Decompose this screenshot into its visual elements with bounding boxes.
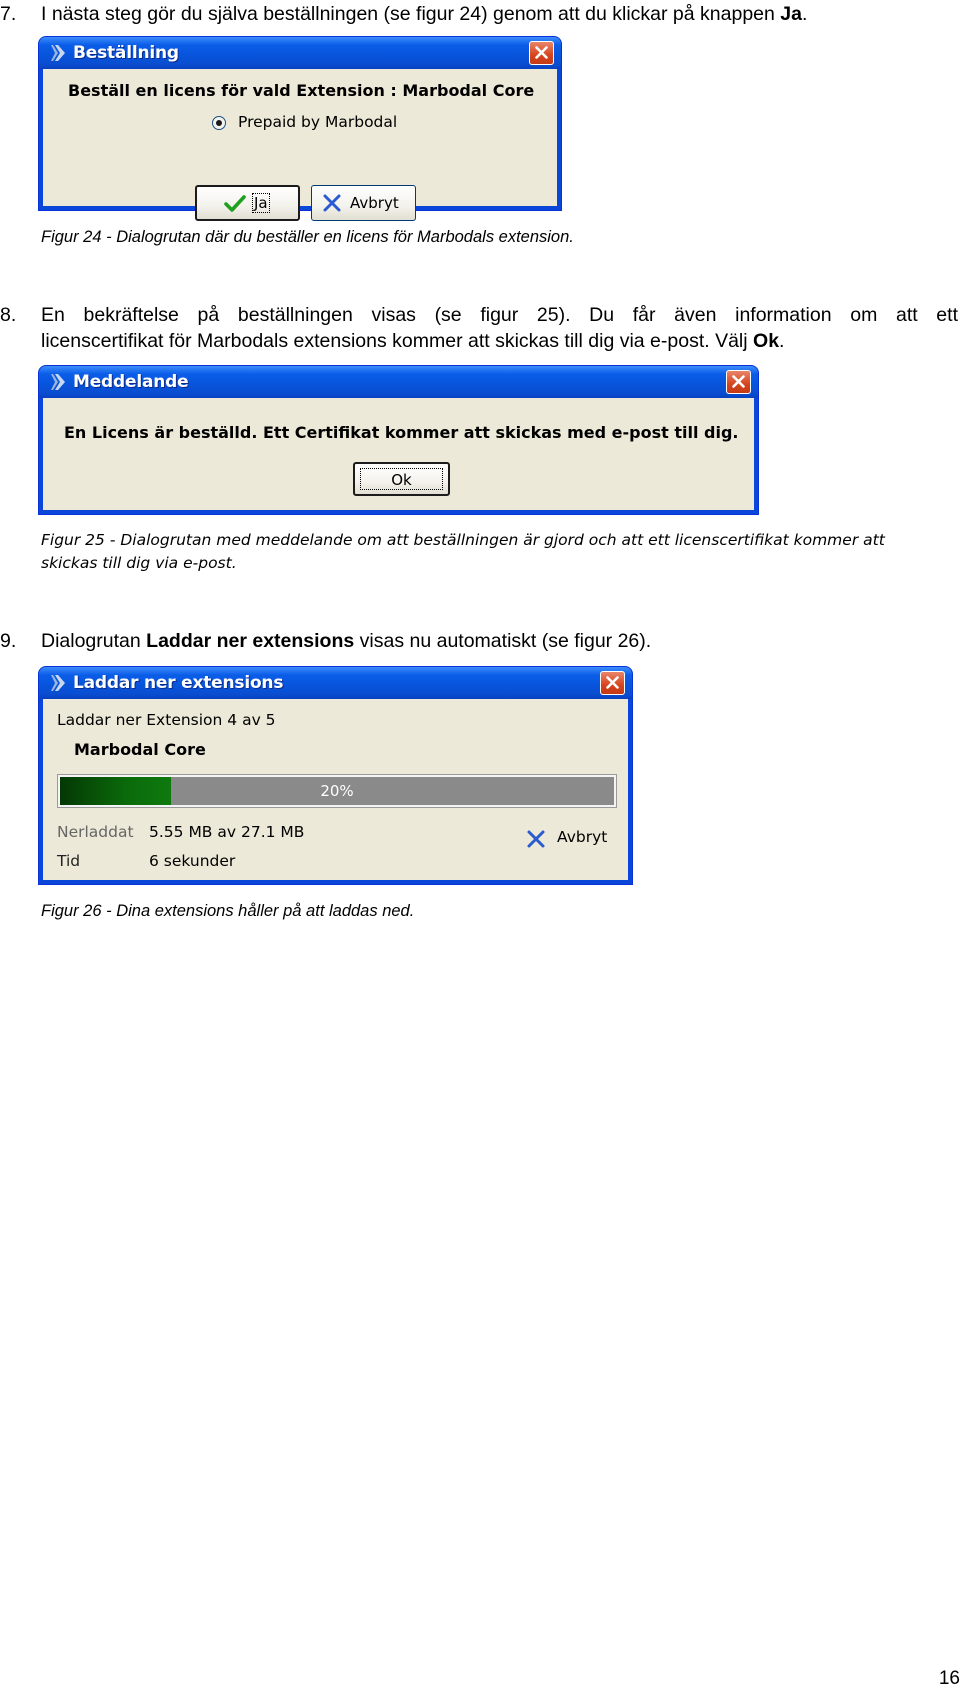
downloaded-label: Nerladdat — [57, 823, 134, 841]
cancel-x-icon — [322, 193, 342, 213]
close-icon — [535, 46, 548, 59]
app-icon — [49, 44, 67, 62]
time-label: Tid — [57, 852, 81, 870]
dialog-title: Meddelande — [73, 372, 189, 392]
ja-button[interactable] — [195, 185, 300, 221]
prepaid-radio[interactable] — [212, 116, 226, 130]
step-9 — [0, 628, 958, 654]
step-7 — [0, 1, 958, 27]
dialog-message: En Licens är beställd. Ett Certifikat kommer att skickas med e-post till dig. — [64, 423, 739, 442]
download-dialog — [38, 666, 633, 885]
time-value: 6 sekunder — [149, 852, 236, 870]
step-number: 9. — [0, 630, 17, 652]
download-status: Laddar ner Extension 4 av 5 — [57, 711, 276, 729]
figure-25-caption: Figur 25 - Dialogrutan med meddelande om att beställningen är gjord och att ett licenscertifikat kommer att skickas till dig via e-post. — [41, 531, 885, 572]
close-button[interactable] — [600, 671, 625, 695]
dialog-body — [43, 699, 628, 880]
avbryt-button[interactable] — [311, 185, 416, 221]
order-dialog — [38, 36, 562, 211]
avbryt-label: Avbryt — [557, 828, 608, 846]
dialog-title: Beställning — [73, 43, 179, 63]
progress-percent: 20% — [320, 782, 354, 800]
figure-24-caption: Figur 24 - Dialogrutan där du beställer en licens för Marbodals extension. — [41, 228, 574, 246]
step-text: Dialogrutan Laddar ner extensions visas nu automatiskt (se figur 26). — [41, 630, 652, 652]
ok-button[interactable] — [353, 462, 450, 496]
ok-label: Ok — [391, 471, 412, 489]
dialog-title: Laddar ner extensions — [73, 673, 284, 693]
downloaded-value: 5.55 MB av 27.1 MB — [149, 823, 305, 841]
avbryt-label: Avbryt — [350, 194, 399, 212]
radio-label: Prepaid by Marbodal — [238, 113, 398, 131]
step-text: I nästa steg gör du själva beställningen (se figur 24) genom att du klickar på knappen Ja. — [41, 3, 808, 25]
progress-bar — [57, 774, 617, 808]
close-icon — [606, 676, 619, 689]
app-icon — [49, 373, 67, 391]
dialog-body — [43, 398, 754, 510]
title-bar — [39, 667, 632, 699]
dialog-body — [43, 69, 557, 212]
download-item: Marbodal Core — [74, 740, 206, 759]
step-number: 8. — [0, 304, 17, 326]
ja-label: Ja — [254, 194, 268, 212]
page-number: 16 — [938, 1668, 960, 1689]
figure-26-caption: Figur 26 - Dina extensions håller på att laddas ned. — [41, 902, 415, 920]
cancel-x-icon — [526, 829, 546, 849]
title-bar — [39, 37, 561, 69]
avbryt-link[interactable] — [526, 825, 616, 853]
radio-dot — [216, 120, 222, 126]
progress-track — [60, 777, 614, 805]
app-icon — [49, 674, 67, 692]
close-button[interactable] — [529, 41, 554, 65]
step-text-line-2: licenscertifikat för Marbodals extensions kommer att skickas till dig via e-post. Välj Ok. — [41, 330, 785, 352]
step-text-line-1: En bekräftelse på beställningen visas (se figur 25). Du får även information om att ett — [41, 304, 958, 326]
title-bar — [39, 366, 758, 398]
close-icon — [732, 375, 745, 388]
dialog-heading: Beställ en licens för vald Extension : Marbodal Core — [68, 81, 535, 100]
check-icon — [224, 195, 246, 213]
close-button[interactable] — [726, 370, 751, 394]
message-dialog — [38, 365, 759, 515]
step-number: 7. — [0, 3, 17, 25]
step-8 — [0, 302, 958, 354]
